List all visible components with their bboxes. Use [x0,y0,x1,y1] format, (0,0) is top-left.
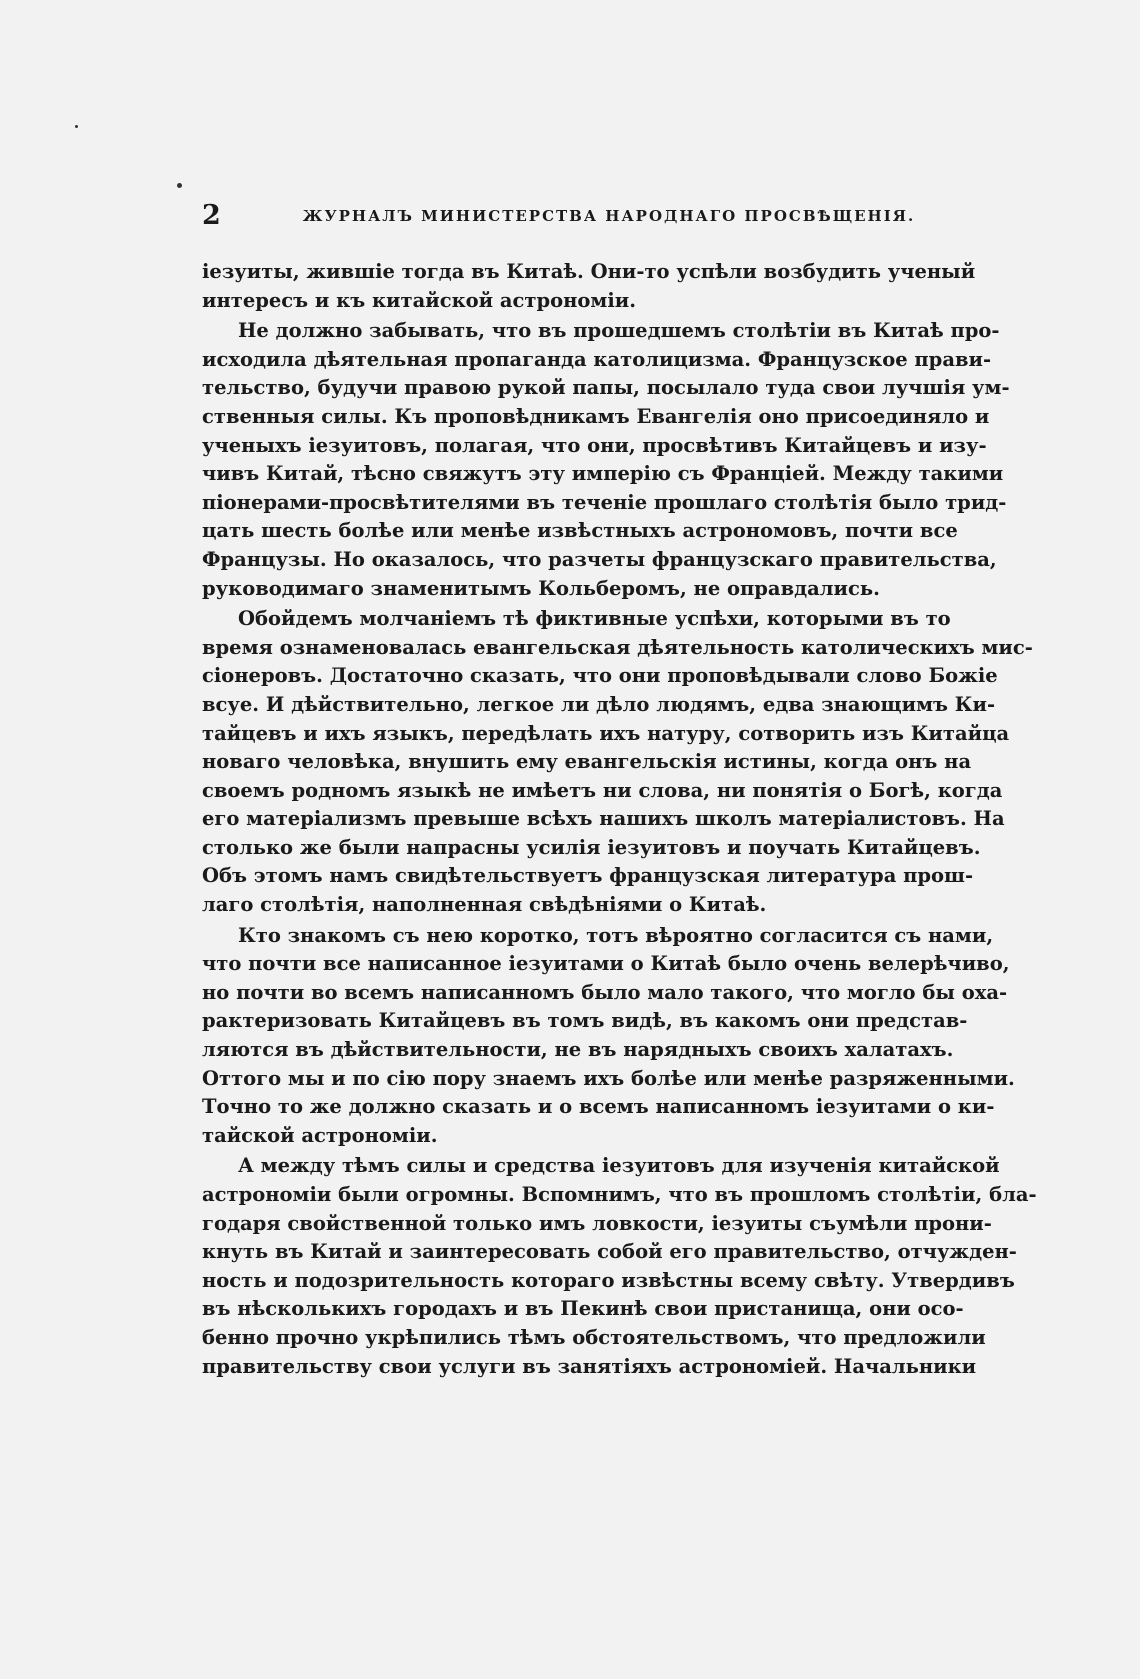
text-line: исходила дѣятельная пропаганда католицизма. Французское прави- [202,347,992,371]
text-line: бенно прочно укрѣпились тѣмъ обстоятельствомъ, что предложили [202,1325,986,1349]
text-line: Обойдемъ молчаніемъ тѣ фиктивные успѣхи, которыми въ то [238,607,951,631]
text-line: что почти все написанное іезуитами о Китаѣ было очень велерѣчиво, [202,952,1010,976]
text-line: чивъ Китай, тѣсно свяжутъ эту имперію съ Франціей. Между такими [202,462,1004,486]
paragraph [202,317,1010,603]
text-line: своемъ родномъ языкѣ не имѣетъ ни слова, ни понятія о Богѣ, когда [202,778,1003,802]
text-line: всуе. И дѣйствительно, легкое ли дѣло людямъ, едва знающимъ Ки- [202,692,996,716]
text-line: его матеріализмъ превыше всѣхъ нашихъ школъ матеріалистовъ. На [202,807,1005,831]
text-line: интересъ и къ китайской астрономіи. [202,288,637,312]
text-line: ученыхъ іезуитовъ, полагая, что они, просвѣтивъ Китайцевъ и изу- [202,433,987,457]
text-line: руководимаго знаменитымъ Кольберомъ, не оправдались. [202,576,880,600]
paragraph [202,258,976,315]
paragraph [202,922,1015,1151]
text-line: ность и подозрительность котораго извѣстны всему свѣту. Утвердивъ [202,1268,1015,1292]
text-line: новаго человѣка, внушить ему евангельскія истины, когда онъ на [202,750,972,774]
text-line: Кто знакомъ съ нею коротко, тотъ вѣроятно согласится съ нами, [238,923,994,947]
page-number: 2 [202,200,221,231]
text-line: тайцевъ и ихъ языкъ, передѣлать ихъ натуру, сотворить изъ Китайца [202,721,1010,745]
running-title: ЖУРНАЛЪ МИНИСТЕРСТВА НАРОДНАГО ПРОСВѢЩЕНІЯ. [302,207,916,225]
text-line: А между тѣмъ силы и средства іезуитовъ для изученія китайской [238,1154,1000,1178]
text-line: астрономіи были огромны. Вспомнимъ, что въ прошломъ столѣтіи, бла- [202,1183,1037,1206]
text-line: правительству свои услуги въ занятіяхъ астрономіей. Начальники [202,1354,977,1378]
text-line: рактеризовать Китайцевъ въ томъ видѣ, въ какомъ они представ- [202,1009,968,1033]
text-line: Точно то же должно сказать и о всемъ написанномъ іезуитами о ки- [202,1095,995,1119]
text-line: въ нѣсколькихъ городахъ и въ Пекинѣ свои пристанища, они осо- [202,1297,964,1321]
paragraph [202,1152,1037,1381]
text-line: іезуиты, жившіе тогда въ Китаѣ. Они-то успѣли возбудить ученый [202,260,976,283]
text-line: піонерами-просвѣтителями въ теченіе прошлаго столѣтія было трид- [202,490,1007,514]
text-line: время ознаменовалась евангельская дѣятельность католическихъ мис- [202,635,1033,659]
text-line: ляются въ дѣйствительности, не въ нарядныхъ своихъ халатахъ. [202,1038,954,1062]
text-line: годаря свойственной только имъ ловкости, іезуиты съумѣли прони- [202,1211,992,1235]
text-line: Французы. Но оказалось, что разчеты французскаго правительства, [202,547,997,571]
text-line: кнуть въ Китай и заинтересовать собой его правительство, отчужден- [202,1240,1017,1264]
ink-speck [75,125,78,128]
text-line: цать шесть болѣе или менѣе извѣстныхъ астрономовъ, почти все [202,519,958,543]
body-text [202,258,1037,1381]
ink-speck [177,183,182,188]
paragraph [202,605,1033,920]
text-line: столько же были напрасны усилія іезуитовъ и поучать Китайцевъ. [202,835,981,859]
text-line: тельство, будучи правою рукой папы, посылало туда свои лучшія ум- [202,376,1010,400]
text-line: сіонеровъ. Достаточно сказать, что они проповѣдывали слово Божіе [202,664,998,688]
text-line: Не должно забывать, что въ прошедшемъ столѣтіи въ Китаѣ про- [238,319,1000,343]
text-line: тайской астрономіи. [202,1123,438,1147]
page-header [202,200,948,233]
text-line: ственныя силы. Къ проповѣдникамъ Евангелія оно присоединяло и [202,404,990,428]
text-line: лаго столѣтія, наполненная свѣдѣніями о Китаѣ. [202,893,767,917]
text-line: Оттого мы и по сію пору знаемъ ихъ болѣе или менѣе разряженными. [202,1066,1015,1090]
text-line: Объ этомъ намъ свидѣтельствуетъ французская литература прош- [202,864,974,888]
text-line: но почти во всемъ написанномъ было мало такого, что могло бы оха- [202,980,1008,1004]
